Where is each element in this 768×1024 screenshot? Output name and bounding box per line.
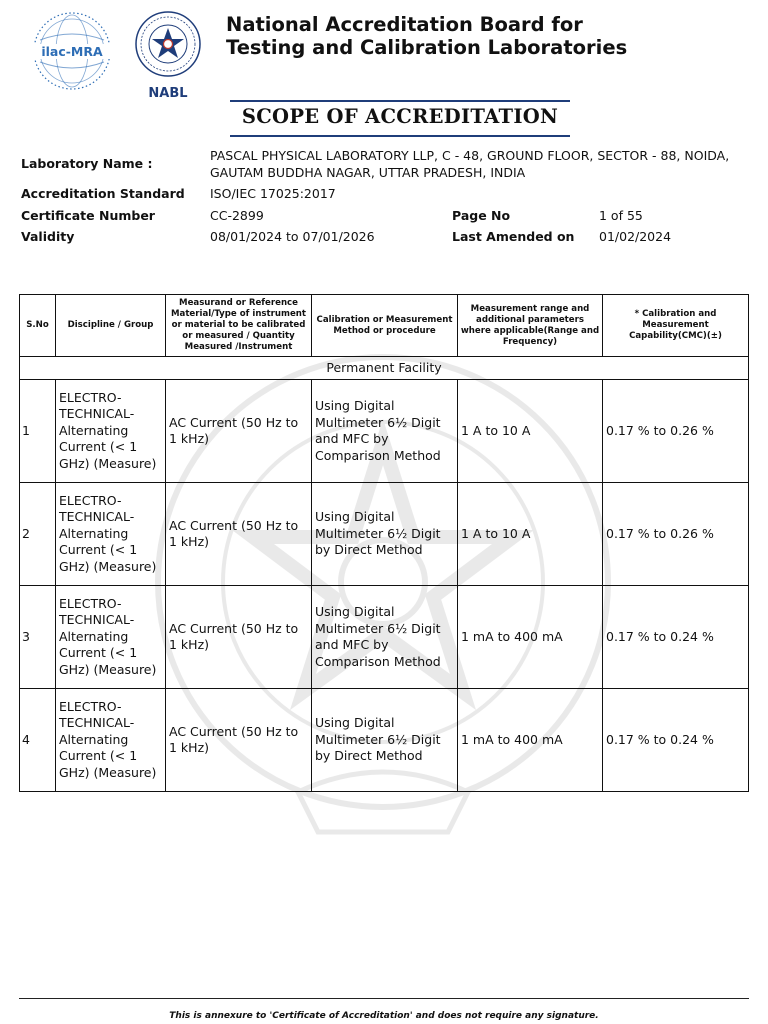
cell-measurand: AC Current (50 Hz to 1 kHz) xyxy=(166,380,312,483)
accreditation-standard-value: ISO/IEC 17025:2017 xyxy=(210,186,336,201)
cell-discipline: ELECTRO-TECHNICAL-Alternating Current (< 1 GHz) (Measure) xyxy=(56,586,166,689)
lab-name-label: Laboratory Name : xyxy=(21,156,153,171)
cell-method: Using Digital Multimeter 6½ Digit and MFC by Comparison Method xyxy=(312,586,458,689)
cell-measurand: AC Current (50 Hz to 1 kHz) xyxy=(166,483,312,586)
cell-sno: 4 xyxy=(20,689,56,792)
accreditation-standard-label: Accreditation Standard xyxy=(21,186,185,201)
cell-cmc: 0.17 % to 0.26 % xyxy=(603,380,749,483)
cell-discipline: ELECTRO-TECHNICAL-Alternating Current (< 1 GHz) (Measure) xyxy=(56,483,166,586)
cell-range: 1 mA to 400 mA xyxy=(458,689,603,792)
header-sno: S.No xyxy=(20,295,56,357)
table-row xyxy=(20,483,749,586)
validity-value: 08/01/2024 to 07/01/2026 xyxy=(210,229,375,244)
facility-row xyxy=(20,357,749,380)
cell-cmc: 0.17 % to 0.24 % xyxy=(603,586,749,689)
table-row xyxy=(20,586,749,689)
cell-range: 1 A to 10 A xyxy=(458,380,603,483)
org-name-line1: National Accreditation Board for xyxy=(226,13,583,36)
lab-name-line1: PASCAL PHYSICAL LABORATORY LLP, C - 48, GROUND FLOOR, SECTOR - 88, NOIDA, xyxy=(210,148,730,163)
footer-note: This is annexure to 'Certificate of Accreditation' and does not require any signature. xyxy=(169,1011,599,1021)
facility-label: Permanent Facility xyxy=(20,357,749,380)
validity-label: Validity xyxy=(21,229,75,244)
page-no-value: 1 of 55 xyxy=(599,208,643,223)
lab-name-value xyxy=(210,148,729,181)
header-range: Measurement range and additional parameters where applicable(Range and Frequency) xyxy=(458,295,603,357)
cell-sno: 3 xyxy=(20,586,56,689)
cell-method: Using Digital Multimeter 6½ Digit by Direct Method xyxy=(312,689,458,792)
table-row xyxy=(20,689,749,792)
scope-table xyxy=(19,294,749,792)
header-method: Calibration or Measurement Method or procedure xyxy=(312,295,458,357)
cell-measurand: AC Current (50 Hz to 1 kHz) xyxy=(166,586,312,689)
organization-name xyxy=(226,13,746,59)
document-title-box xyxy=(230,100,570,137)
header-measurand: Measurand or Reference Material/Type of instrument or material to be calibrated or measured / Quantity Measured /Instrument xyxy=(166,295,312,357)
ilac-mra-logo xyxy=(28,10,116,92)
page-no-label: Page No xyxy=(452,208,511,223)
cell-range: 1 mA to 400 mA xyxy=(458,586,603,689)
table-row xyxy=(20,380,749,483)
lab-name-line2: GAUTAM BUDDHA NAGAR, UTTAR PRADESH, INDIA xyxy=(210,164,526,180)
cell-sno: 2 xyxy=(20,483,56,586)
cell-discipline: ELECTRO-TECHNICAL-Alternating Current (< 1 GHz) (Measure) xyxy=(56,380,166,483)
nabl-logo-text: NABL xyxy=(148,86,188,100)
cell-method: Using Digital Multimeter 6½ Digit by Direct Method xyxy=(312,483,458,586)
certificate-number-label: Certificate Number xyxy=(21,208,155,223)
cell-range: 1 A to 10 A xyxy=(458,483,603,586)
header-discipline: Discipline / Group xyxy=(56,295,166,357)
cell-measurand: AC Current (50 Hz to 1 kHz) xyxy=(166,689,312,792)
table-header-row xyxy=(20,295,749,357)
cell-cmc: 0.17 % to 0.24 % xyxy=(603,689,749,792)
certificate-number-value: CC-2899 xyxy=(210,208,264,223)
ilac-logo-text: ilac-MRA xyxy=(41,44,103,59)
footer-divider xyxy=(19,998,749,999)
cell-sno: 1 xyxy=(20,380,56,483)
header-cmc: * Calibration and Measurement Capability(CMC)(±) xyxy=(603,295,749,357)
cell-discipline: ELECTRO-TECHNICAL-Alternating Current (< 1 GHz) (Measure) xyxy=(56,689,166,792)
cell-cmc: 0.17 % to 0.26 % xyxy=(603,483,749,586)
last-amended-value: 01/02/2024 xyxy=(599,229,672,244)
org-name-line2: Testing and Calibration Laboratories xyxy=(226,36,628,59)
last-amended-label: Last Amended on xyxy=(452,229,575,244)
nabl-logo xyxy=(133,10,203,100)
document-title: SCOPE OF ACCREDITATION xyxy=(241,105,559,128)
cell-method: Using Digital Multimeter 6½ Digit and MFC by Comparison Method xyxy=(312,380,458,483)
